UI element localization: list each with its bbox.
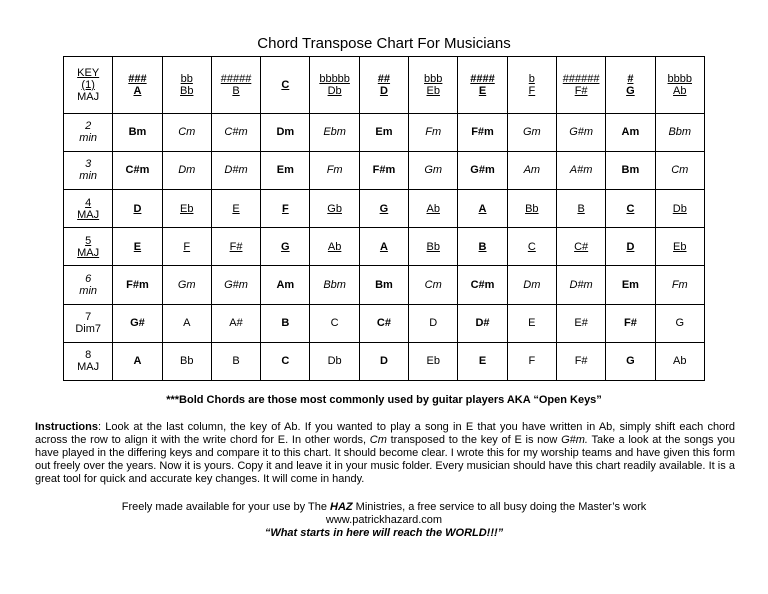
cell-line: E bbox=[478, 355, 487, 368]
cell-line: F#m bbox=[471, 126, 494, 139]
chord-cell bbox=[556, 304, 605, 342]
page-title: Chord Transpose Chart For Musicians bbox=[257, 35, 511, 52]
cell-line: Dim7 bbox=[75, 323, 101, 336]
instructions-text-2: transposed to the key of E is now bbox=[386, 434, 562, 446]
chord-cell bbox=[211, 228, 260, 266]
cell-line: Db bbox=[327, 84, 342, 97]
chord-cell bbox=[458, 113, 507, 151]
cell-line: F# bbox=[574, 84, 588, 97]
cell-line: A bbox=[478, 202, 487, 215]
cell-line: Bm bbox=[621, 164, 640, 177]
cell-line: Bb bbox=[525, 202, 539, 215]
cell-line: G bbox=[281, 240, 290, 253]
cell-line: Fm bbox=[425, 126, 442, 139]
cell-line: min bbox=[79, 284, 98, 297]
cell-line: bb bbox=[180, 72, 193, 85]
chord-cell bbox=[162, 57, 211, 114]
cell-line: C bbox=[330, 317, 339, 330]
cell-line: C# bbox=[574, 240, 589, 253]
cell-line: G bbox=[626, 355, 635, 368]
chord-cell bbox=[409, 342, 458, 380]
cell-line: C bbox=[527, 240, 536, 253]
chord-cell bbox=[359, 342, 408, 380]
chord-cell bbox=[310, 113, 359, 151]
cell-line: Bm bbox=[128, 126, 147, 139]
instructions-chord-to: G#m. bbox=[561, 434, 588, 446]
chord-cell bbox=[113, 57, 162, 114]
cell-line: G# bbox=[130, 317, 145, 330]
cell-line: F#m bbox=[126, 278, 149, 291]
cell-line: min bbox=[79, 170, 98, 183]
chord-cell bbox=[261, 113, 310, 151]
chord-cell bbox=[113, 304, 162, 342]
table-row bbox=[64, 151, 705, 189]
cell-line: Dm bbox=[178, 164, 196, 177]
chord-cell bbox=[211, 266, 260, 304]
cell-line: Dm bbox=[523, 278, 541, 291]
chord-cell bbox=[556, 113, 605, 151]
cell-line: Cm bbox=[671, 164, 689, 177]
chord-cell bbox=[409, 266, 458, 304]
cell-line: E bbox=[232, 202, 240, 215]
table-row bbox=[64, 189, 705, 227]
cell-line: D bbox=[429, 317, 438, 330]
cell-line: Ab bbox=[327, 240, 342, 253]
chord-cell bbox=[162, 189, 211, 227]
chord-cell bbox=[310, 228, 359, 266]
cell-line: MAJ bbox=[77, 90, 100, 103]
cell-line: A bbox=[379, 240, 388, 253]
cell-line: B bbox=[577, 202, 585, 215]
cell-line: Gm bbox=[424, 164, 443, 177]
cell-line: C bbox=[626, 202, 635, 215]
cell-line: Eb bbox=[426, 355, 440, 368]
cell-line: 6 bbox=[85, 272, 92, 285]
cell-line: 2 bbox=[85, 120, 92, 133]
chord-cell bbox=[606, 342, 655, 380]
chord-cell bbox=[113, 266, 162, 304]
chord-cell bbox=[359, 304, 408, 342]
cell-line: D bbox=[379, 355, 388, 368]
table-row bbox=[64, 113, 705, 151]
cell-line: F bbox=[183, 240, 191, 253]
footer-slogan: “What starts in here will reach the WORLD!!!” bbox=[264, 527, 504, 539]
chord-cell bbox=[310, 266, 359, 304]
footer-credit-line bbox=[0, 501, 768, 514]
chord-cell bbox=[507, 304, 556, 342]
chord-cell bbox=[507, 266, 556, 304]
chord-cell bbox=[359, 57, 408, 114]
chord-cell bbox=[211, 151, 260, 189]
chord-cell bbox=[606, 151, 655, 189]
cell-line: Fm bbox=[326, 164, 343, 177]
chord-cell bbox=[655, 151, 704, 189]
cell-line: Dm bbox=[276, 126, 295, 139]
chord-cell bbox=[409, 57, 458, 114]
cell-line: Eb bbox=[426, 84, 440, 97]
cell-line: Eb bbox=[180, 202, 194, 215]
chord-cell bbox=[261, 189, 310, 227]
header-row bbox=[64, 57, 705, 114]
chord-cell bbox=[556, 151, 605, 189]
cell-line: D# bbox=[475, 317, 490, 330]
chord-cell bbox=[310, 57, 359, 114]
cell-line: bbb bbox=[424, 72, 443, 85]
cell-line: F# bbox=[574, 355, 588, 368]
cell-line: Gm bbox=[522, 126, 541, 139]
chord-cell bbox=[113, 342, 162, 380]
cell-line: ###### bbox=[562, 72, 600, 85]
chord-cell bbox=[261, 304, 310, 342]
chord-cell bbox=[310, 189, 359, 227]
cell-line: 3 bbox=[85, 158, 92, 171]
cell-line: C#m bbox=[125, 164, 150, 177]
chord-cell bbox=[507, 57, 556, 114]
degree-cell bbox=[64, 342, 113, 380]
cell-line: B bbox=[232, 355, 240, 368]
chord-transpose-table bbox=[63, 56, 705, 381]
cell-line: F# bbox=[623, 317, 637, 330]
table-row bbox=[64, 304, 705, 342]
chord-cell bbox=[211, 113, 260, 151]
cell-line: Bm bbox=[375, 278, 393, 291]
instructions-text-3: Take a look at the songs you have played in the differing keys and compare it to this chart. It should become clear. I wrote this for my worship teams and have given this form out freely over the years. Now it is yours. Copy it and leave it in your music folder. Every musician should have this chart readily available. It is a great tool for quick and accurate key changes. It will come in handy. bbox=[35, 434, 736, 485]
cell-line: Am bbox=[621, 126, 640, 139]
degree-cell bbox=[64, 57, 113, 114]
degree-cell bbox=[64, 266, 113, 304]
chord-cell bbox=[211, 189, 260, 227]
chord-cell bbox=[655, 228, 704, 266]
cell-line: A bbox=[133, 355, 142, 368]
chord-cell bbox=[606, 304, 655, 342]
cell-line: G#m bbox=[470, 164, 495, 177]
chord-cell bbox=[458, 189, 507, 227]
chord-cell bbox=[655, 189, 704, 227]
instructions-paragraph bbox=[35, 421, 735, 486]
chord-cell bbox=[162, 304, 211, 342]
chord-cell bbox=[261, 57, 310, 114]
cell-line: C bbox=[281, 355, 290, 368]
cell-line: MAJ bbox=[77, 208, 100, 221]
footer bbox=[0, 501, 768, 540]
cell-line: #### bbox=[470, 72, 495, 85]
chord-cell bbox=[556, 342, 605, 380]
chord-cell bbox=[409, 151, 458, 189]
cell-line: Bb bbox=[180, 355, 194, 368]
cell-line: MAJ bbox=[77, 361, 100, 374]
cell-line: Em bbox=[621, 278, 639, 291]
bold-chords-note: ***Bold Chords are those most commonly used by guitar players AKA “Open Keys” bbox=[166, 394, 602, 406]
cell-line: bbbbb bbox=[319, 72, 350, 85]
cell-line: Bbm bbox=[668, 126, 692, 139]
cell-line: A# bbox=[229, 317, 243, 330]
cell-line: D bbox=[626, 240, 635, 253]
chord-cell bbox=[113, 113, 162, 151]
cell-line: Db bbox=[327, 355, 342, 368]
chord-cell bbox=[162, 342, 211, 380]
cell-line: Cm bbox=[178, 126, 196, 139]
cell-line: E# bbox=[574, 317, 588, 330]
chord-cell bbox=[359, 266, 408, 304]
cell-line: A bbox=[183, 317, 191, 330]
cell-line: F bbox=[528, 355, 536, 368]
cell-line: G#m bbox=[224, 278, 248, 291]
cell-line: Gb bbox=[327, 202, 342, 215]
chord-cell bbox=[211, 342, 260, 380]
chord-cell bbox=[211, 57, 260, 114]
chord-cell bbox=[556, 266, 605, 304]
chord-cell bbox=[458, 228, 507, 266]
cell-line: 8 bbox=[85, 349, 92, 362]
chord-cell bbox=[458, 342, 507, 380]
chord-cell bbox=[261, 228, 310, 266]
chord-cell bbox=[556, 228, 605, 266]
cell-line: F# bbox=[229, 240, 243, 253]
cell-line: E bbox=[478, 84, 487, 97]
chord-cell bbox=[507, 228, 556, 266]
chord-cell bbox=[113, 228, 162, 266]
chord-cell bbox=[261, 151, 310, 189]
chord-cell bbox=[507, 342, 556, 380]
chord-cell bbox=[507, 113, 556, 151]
cell-line: D bbox=[133, 202, 142, 215]
table-row bbox=[64, 266, 705, 304]
cell-line: F bbox=[528, 84, 536, 97]
cell-line: Em bbox=[375, 126, 393, 139]
cell-line: C#m bbox=[224, 126, 248, 139]
cell-line: D#m bbox=[224, 164, 248, 177]
chord-cell bbox=[409, 228, 458, 266]
cell-line: Bbm bbox=[323, 278, 346, 291]
instructions-text-1: : Look at the last column, the key of Ab. If you wanted to play a song in E that you have written in Ab, simply shift each chord across the row to align it with the write chord for E. In other words, bbox=[35, 421, 735, 446]
chord-cell bbox=[113, 151, 162, 189]
chord-cell bbox=[261, 266, 310, 304]
chord-cell bbox=[409, 113, 458, 151]
chord-cell bbox=[606, 228, 655, 266]
cell-line: C# bbox=[376, 317, 391, 330]
degree-cell bbox=[64, 113, 113, 151]
cell-line: 4 bbox=[85, 196, 92, 209]
degree-cell bbox=[64, 189, 113, 227]
chord-cell bbox=[606, 266, 655, 304]
cell-line: ## bbox=[377, 72, 391, 85]
degree-cell bbox=[64, 304, 113, 342]
chord-cell bbox=[310, 342, 359, 380]
chord-cell bbox=[507, 189, 556, 227]
cell-line: 7 bbox=[85, 311, 92, 324]
chord-cell bbox=[606, 113, 655, 151]
cell-line: Ab bbox=[673, 355, 687, 368]
chord-cell bbox=[113, 189, 162, 227]
cell-line: ### bbox=[128, 72, 147, 85]
chord-cell bbox=[162, 228, 211, 266]
cell-line: G bbox=[379, 202, 389, 215]
cell-line: Bb bbox=[426, 240, 440, 253]
footer-haz: HAZ bbox=[330, 501, 353, 513]
instructions-chord-from: Cm bbox=[369, 434, 387, 446]
cell-line: Ebm bbox=[323, 126, 346, 139]
cell-line: A#m bbox=[569, 164, 593, 177]
degree-cell bbox=[64, 151, 113, 189]
chord-cell bbox=[556, 189, 605, 227]
cell-line: F#m bbox=[372, 164, 396, 177]
cell-line: B bbox=[281, 317, 290, 330]
cell-line: MAJ bbox=[77, 246, 100, 259]
chord-cell bbox=[655, 342, 704, 380]
chord-cell bbox=[556, 57, 605, 114]
cell-line: A bbox=[133, 84, 142, 97]
cell-line: G#m bbox=[569, 126, 594, 139]
chord-cell bbox=[359, 151, 408, 189]
cell-line: Bb bbox=[180, 84, 194, 97]
chord-cell bbox=[458, 266, 507, 304]
chord-cell bbox=[655, 304, 704, 342]
cell-line: min bbox=[79, 132, 98, 145]
cell-line: Cm bbox=[424, 278, 442, 291]
chord-cell bbox=[458, 57, 507, 114]
cell-line: G bbox=[626, 84, 635, 97]
cell-line: E bbox=[528, 317, 536, 330]
cell-line: C#m bbox=[470, 278, 495, 291]
cell-line: bbbb bbox=[667, 72, 693, 85]
chord-cell bbox=[507, 151, 556, 189]
chord-cell bbox=[162, 151, 211, 189]
chord-cell bbox=[655, 266, 704, 304]
cell-line: Ab bbox=[426, 202, 440, 215]
cell-line: Am bbox=[523, 164, 541, 177]
chord-cell bbox=[162, 113, 211, 151]
table-row bbox=[64, 342, 705, 380]
chord-cell bbox=[458, 304, 507, 342]
cell-line: E bbox=[133, 240, 142, 253]
chord-cell bbox=[606, 189, 655, 227]
cell-line: Ab bbox=[673, 84, 687, 97]
cell-line: C bbox=[281, 78, 290, 91]
cell-line: Db bbox=[672, 202, 687, 215]
chord-cell bbox=[409, 304, 458, 342]
degree-cell bbox=[64, 228, 113, 266]
chord-cell bbox=[655, 57, 704, 114]
chord-cell bbox=[261, 342, 310, 380]
chord-cell bbox=[359, 189, 408, 227]
cell-line: D#m bbox=[569, 278, 593, 291]
cell-line: 5 bbox=[85, 234, 92, 247]
cell-line: B bbox=[232, 84, 240, 97]
cell-line: ##### bbox=[220, 72, 252, 85]
chord-cell bbox=[606, 57, 655, 114]
cell-line: Gm bbox=[177, 278, 196, 291]
chord-cell bbox=[458, 151, 507, 189]
cell-line: D bbox=[379, 84, 388, 97]
cell-line: KEY bbox=[77, 66, 100, 79]
cell-line: (1) bbox=[81, 78, 95, 91]
cell-line: Am bbox=[276, 278, 295, 291]
cell-line: G bbox=[675, 317, 685, 330]
chord-cell bbox=[359, 113, 408, 151]
instructions-label: Instructions bbox=[35, 421, 98, 433]
cell-line: Eb bbox=[673, 240, 687, 253]
chord-cell bbox=[655, 113, 704, 151]
chord-cell bbox=[310, 304, 359, 342]
table-row bbox=[64, 228, 705, 266]
chord-cell bbox=[409, 189, 458, 227]
chord-cell bbox=[359, 228, 408, 266]
cell-line: B bbox=[478, 240, 487, 253]
cell-line: Em bbox=[276, 164, 294, 177]
chord-cell bbox=[162, 266, 211, 304]
footer-website: www.patrickhazard.com bbox=[325, 514, 443, 526]
chord-cell bbox=[211, 304, 260, 342]
footer-credit-post: Ministries, a free service to all busy doing the Master’s work bbox=[352, 501, 647, 513]
cell-line: # bbox=[627, 72, 634, 85]
cell-line: Fm bbox=[671, 278, 688, 291]
chord-cell bbox=[310, 151, 359, 189]
footer-credit-pre: Freely made available for your use by The bbox=[121, 501, 331, 513]
cell-line: b bbox=[528, 72, 535, 85]
cell-line: F bbox=[281, 202, 289, 215]
